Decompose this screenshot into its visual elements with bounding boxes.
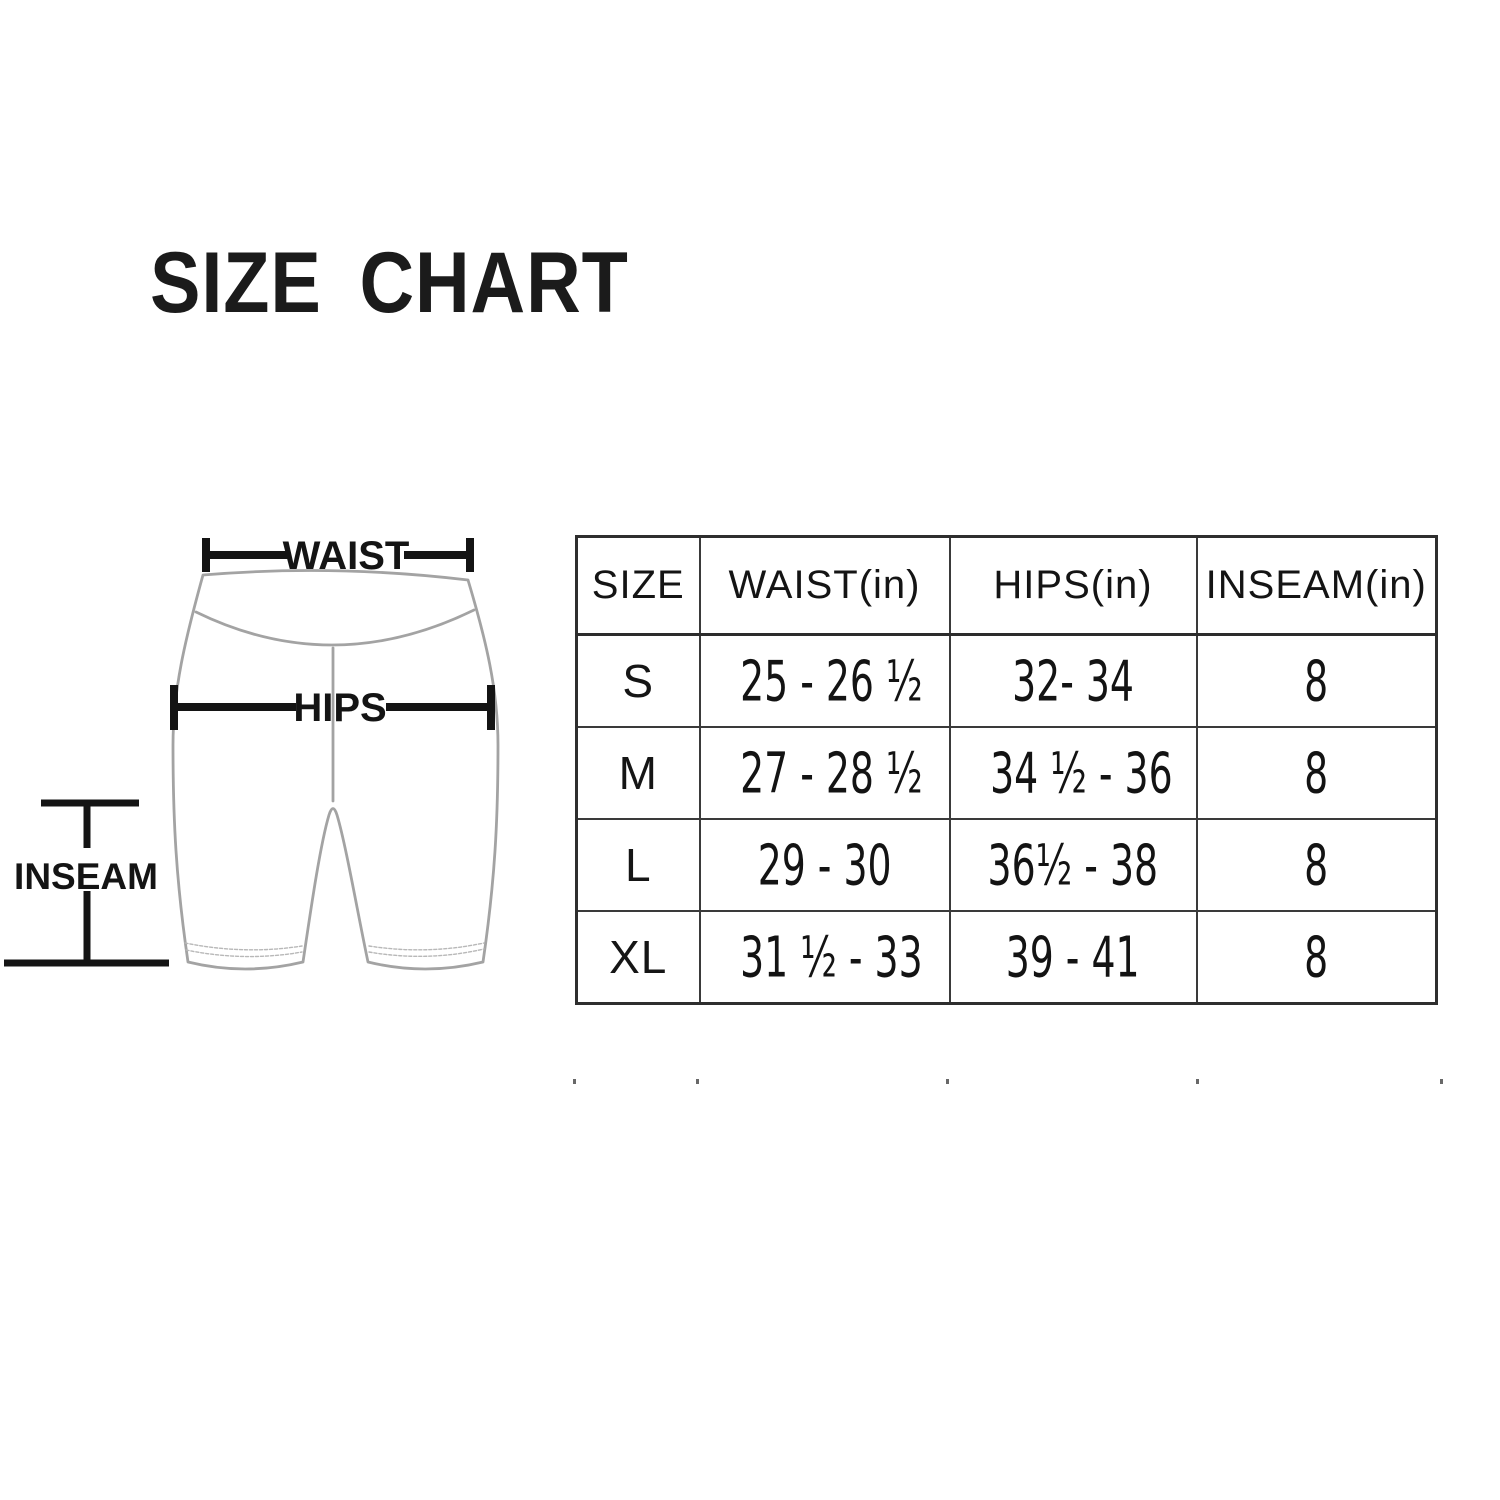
table-row-m xyxy=(577,727,1437,819)
waist-value: 31 ½ - 33 xyxy=(739,924,923,990)
waist-value: 29 - 30 xyxy=(757,832,892,898)
column-header-hips: HIPS(in) xyxy=(950,537,1197,635)
hips-value: 36½ - 38 xyxy=(987,832,1159,898)
tick-artifact xyxy=(1440,1079,1443,1084)
column-header-size: SIZE xyxy=(577,537,700,635)
page-title: SIZE CHART xyxy=(150,235,629,331)
table-row-xl xyxy=(577,911,1437,1004)
hips-label: HIPS xyxy=(293,686,387,730)
waist-label: WAIST xyxy=(282,534,410,578)
shorts-outline-drawing xyxy=(173,571,498,969)
waist-value: 27 - 28 ½ xyxy=(739,740,923,806)
size-table xyxy=(575,535,1438,1005)
inseam-value: 8 xyxy=(1304,832,1329,898)
table-row-s xyxy=(577,635,1437,728)
table-header-row xyxy=(577,537,1437,635)
tick-artifact xyxy=(1196,1079,1199,1084)
inseam-value: 8 xyxy=(1304,648,1329,714)
waist-value: 25 - 26 ½ xyxy=(739,648,923,714)
column-header-waist: WAIST(in) xyxy=(700,537,950,635)
size-value: S xyxy=(622,655,655,707)
shorts-body-outline xyxy=(173,571,498,969)
inseam-value: 8 xyxy=(1304,924,1329,990)
shorts-measurement-diagram xyxy=(0,520,560,1000)
hips-value: 34 ½ - 36 xyxy=(989,740,1173,806)
tick-artifact xyxy=(946,1079,949,1084)
size-value: XL xyxy=(609,931,668,983)
hips-value: 39 - 41 xyxy=(1006,924,1140,990)
waistband-seam xyxy=(196,610,474,645)
table-row-l xyxy=(577,819,1437,911)
tick-artifact xyxy=(573,1079,576,1084)
hips-value: 32- 34 xyxy=(1012,648,1134,714)
size-value: M xyxy=(618,747,658,799)
inseam-label: INSEAM xyxy=(14,856,158,897)
hem-stitch-lines xyxy=(185,943,484,957)
size-value: L xyxy=(624,839,652,891)
tick-artifact xyxy=(696,1079,699,1084)
column-header-inseam: INSEAM(in) xyxy=(1197,537,1437,635)
inseam-value: 8 xyxy=(1304,740,1329,806)
